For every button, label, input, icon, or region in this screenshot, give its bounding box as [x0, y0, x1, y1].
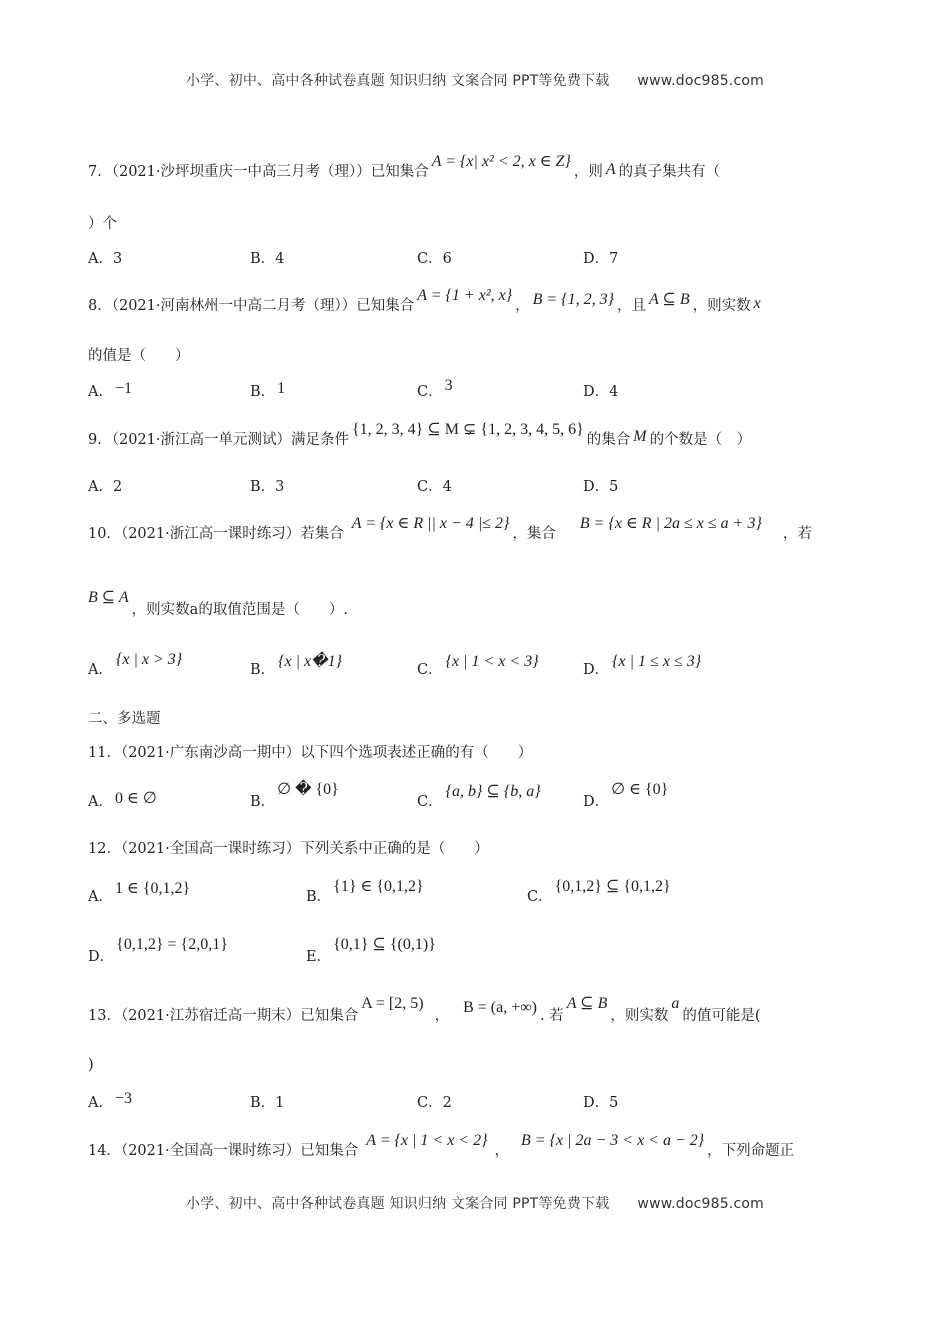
- q9-text-end: 的个数是（ ）: [649, 432, 752, 448]
- q13-option-c-value: 2: [442, 1095, 452, 1111]
- q9-math-m: M: [633, 428, 647, 445]
- section-title-multiple-choice: 二、多选题: [88, 711, 161, 727]
- q8-option-a-value: −1: [114, 380, 133, 397]
- q10-text: ，集合: [512, 526, 556, 542]
- q8-option-c-value: 3: [444, 377, 453, 394]
- q10-math-set-b: B = {x ∈ R | 2a ≤ x ≤ a + 3}: [579, 515, 762, 532]
- q11-option-d: [583, 781, 670, 811]
- q12-option-a-label: A．: [88, 889, 113, 905]
- q10-math-set-a: A = {x ∈ R || x − 4 |≤ 2}: [351, 515, 510, 532]
- q13-option-d-label: D．: [583, 1095, 610, 1111]
- q11-option-b: [250, 781, 341, 811]
- q10-option-c: [417, 653, 542, 679]
- q10-option-a-value: {x | x > 3}: [115, 651, 183, 668]
- q11-option-c-label: C．: [417, 794, 443, 810]
- question-8: [88, 287, 764, 315]
- q14-stem: 14．（2021·全国高一课时练习）已知集合: [88, 1143, 359, 1159]
- question-11: 11．（2021·广东南沙高一期中）以下四个选项表述正确的有（ ）: [88, 745, 533, 761]
- q14-math-set-b: B = {x | 2a − 3 < x < a − 2}: [521, 1132, 705, 1149]
- q12-option-c-value: {0,1,2} ⊆ {0,1,2}: [554, 878, 671, 895]
- q11-option-d-value: ∅ ∈ {0}: [611, 781, 669, 798]
- q14-text: ，: [494, 1143, 509, 1159]
- q8-math-set-a: A = {1 + x², x}: [417, 287, 513, 304]
- q9-option-b: B．3: [250, 479, 285, 495]
- q9-math-condition: {1, 2, 3, 4} ⊆ M ⊊ {1, 2, 3, 4, 5, 6}: [352, 421, 584, 438]
- q13-text: ，: [434, 1008, 450, 1024]
- q10-math-subset: B ⊆ A: [88, 589, 129, 606]
- q8-option-d-value: 4: [609, 384, 619, 400]
- q13-stem: 13．（2021·江苏宿迁高一期末）已知集合: [88, 1008, 359, 1024]
- q11-option-c-value: {a, b} ⊆ {b, a}: [445, 783, 541, 800]
- q8-option-a: [88, 380, 134, 401]
- q11-option-c: [417, 783, 544, 811]
- q10-continuation: [88, 589, 348, 619]
- q12-option-d-label: D．: [88, 949, 115, 965]
- q14-math-set-a: A = {x | 1 < x < 2}: [366, 1132, 488, 1149]
- q13-option-a: [88, 1091, 134, 1112]
- q12-option-b: [306, 878, 426, 906]
- q7-option-d: D．7: [583, 251, 619, 267]
- q12-option-a-value: 1 ∈ {0,1,2}: [114, 880, 191, 897]
- q8-option-c: [417, 377, 455, 401]
- q8-option-a-label: A．: [88, 384, 113, 400]
- q13-option-b-label: B．: [250, 1095, 276, 1111]
- q9-option-a: A．2: [88, 479, 123, 495]
- q12-option-c-label: C．: [527, 889, 553, 905]
- question-9: [88, 421, 752, 449]
- question-13: [88, 995, 761, 1025]
- q13-text-2: . 若: [539, 1008, 564, 1024]
- q13-option-a-label: A．: [88, 1095, 113, 1111]
- page-header: [0, 70, 950, 90]
- q12-option-a: [88, 880, 192, 906]
- q8-option-b-value: 1: [277, 380, 286, 397]
- footer-site: www.doc985.com: [637, 1196, 764, 1212]
- q13-math-a: a: [671, 995, 680, 1012]
- q10-text-end: ，若: [782, 526, 812, 542]
- q9-option-c: C．4: [417, 479, 452, 495]
- question-10: [88, 515, 812, 543]
- q8-math-subset: A ⊆ B: [648, 291, 690, 308]
- page-footer: [0, 1193, 950, 1213]
- q7-stem: 7．（2021·沙坪坝重庆一中高三月考（理））已知集合: [88, 164, 429, 180]
- q13-math-subset: A ⊆ B: [566, 995, 608, 1012]
- q10-option-a-label: A．: [88, 662, 113, 678]
- q10-option-c-label: C．: [417, 662, 443, 678]
- q14-text-end: ，下列命题正: [707, 1143, 795, 1159]
- q8-math-set-b: B = {1, 2, 3}: [532, 291, 614, 308]
- q7-text: ，则: [573, 164, 603, 180]
- q7-option-c: C．6: [417, 251, 452, 267]
- q11-option-b-value: ∅ � {0}: [277, 781, 339, 798]
- q7-option-a: A．3: [88, 251, 123, 267]
- q13-continuation: ): [88, 1057, 94, 1073]
- q13-option-b-value: 1: [275, 1095, 285, 1111]
- q13-math-set-a: A = [2, 5): [361, 995, 424, 1012]
- q8-option-b-label: B．: [250, 384, 276, 400]
- q7-math-set-a: A = {x| x² < 2, x ∈ Z}: [431, 153, 571, 170]
- q8-stem: 8．（2021·河南林州一中高二月考（理））已知集合: [88, 298, 415, 314]
- q12-option-d-value: {0,1,2} = {2,0,1}: [116, 936, 228, 953]
- q12-option-e-label: E．: [306, 949, 332, 965]
- q8-text-2: ，且: [616, 298, 646, 314]
- q12-option-c: [527, 878, 673, 906]
- q13-text-end: 的值可能是(: [682, 1008, 761, 1024]
- q12-option-d: [88, 936, 230, 966]
- q7-continuation: ）个: [88, 216, 117, 232]
- q7-option-b: B．4: [250, 251, 285, 267]
- header-text: 小学、初中、高中各种试卷真题 知识归纳 文案合同 PPT等免费下载: [186, 73, 610, 89]
- q13-option-c-label: C．: [417, 1095, 443, 1111]
- q10-option-d-value: {x | 1 ≤ x ≤ 3}: [612, 653, 702, 670]
- q8-option-b: [250, 380, 287, 401]
- q10-text-2: ，则实数a的取值范围是（ ）.: [131, 602, 348, 618]
- q11-option-a: [88, 790, 159, 811]
- q10-option-b-value: {x | x�1}: [278, 653, 342, 670]
- q13-option-b: [250, 1091, 284, 1112]
- q10-option-b: [250, 653, 345, 679]
- q9-option-d: D．5: [583, 479, 619, 495]
- q11-option-a-label: A．: [88, 794, 113, 810]
- q13-option-d-value: 5: [609, 1095, 619, 1111]
- q8-option-d: [583, 380, 618, 401]
- q9-text: 的集合: [586, 432, 631, 448]
- question-12: 12．（2021·全国高一课时练习）下列关系中正确的是（ ）: [88, 841, 489, 857]
- q13-option-d: [583, 1091, 618, 1112]
- q13-math-set-b: B = (a, +∞): [463, 999, 537, 1016]
- q12-option-e-value: {0,1} ⊆ {(0,1)}: [333, 936, 436, 953]
- q11-option-d-label: D．: [583, 794, 610, 810]
- q8-text: ，: [515, 298, 530, 314]
- q11-option-b-label: B．: [250, 794, 276, 810]
- q9-stem: 9．（2021·浙江高一单元测试）满足条件: [88, 432, 349, 448]
- q10-option-d-label: D．: [583, 662, 610, 678]
- q8-option-d-label: D．: [583, 384, 610, 400]
- question-7: [88, 153, 721, 181]
- q10-option-b-label: B．: [250, 662, 276, 678]
- q7-text-end: 的真子集共有（: [618, 164, 721, 180]
- q10-option-a: [88, 651, 185, 679]
- q12-option-b-value: {1} ∈ {0,1,2}: [333, 878, 424, 895]
- q10-stem: 10．（2021·浙江高一课时练习）若集合: [88, 526, 344, 542]
- q10-option-c-value: {x | 1 < x < 3}: [445, 653, 539, 670]
- q12-option-b-label: B．: [306, 889, 332, 905]
- q13-option-a-value: −3: [114, 1090, 133, 1107]
- question-14: [88, 1132, 795, 1160]
- q8-option-c-label: C．: [417, 384, 443, 400]
- q11-option-a-value: 0 ∈ ∅: [114, 790, 157, 807]
- header-site: www.doc985.com: [637, 73, 764, 89]
- q10-option-d: [583, 653, 704, 679]
- q13-option-c: [417, 1091, 452, 1112]
- q7-math-a: A: [605, 161, 616, 178]
- q13-text-3: ，则实数: [610, 1008, 669, 1024]
- q12-option-e: [306, 936, 438, 966]
- q8-text-3: ，则实数: [692, 298, 751, 314]
- q8-continuation: 的值是（ ）: [88, 348, 190, 364]
- footer-text: 小学、初中、高中各种试卷真题 知识归纳 文案合同 PPT等免费下载: [186, 1196, 610, 1212]
- q8-math-x: x: [753, 295, 761, 312]
